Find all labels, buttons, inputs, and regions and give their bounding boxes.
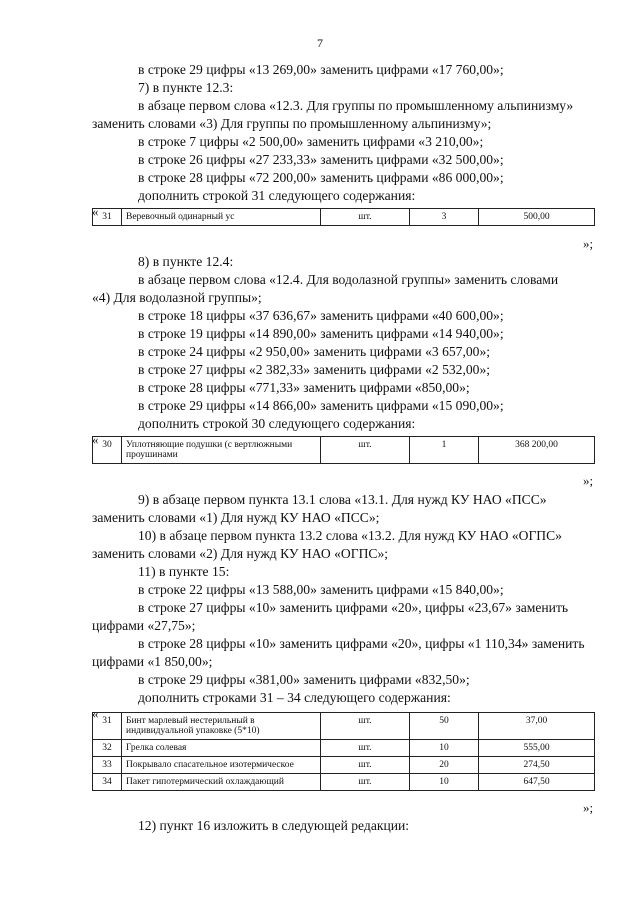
- text-line: в строке 29 цифры «381,00» заменить цифрами «832,50»;: [138, 672, 470, 687]
- text-line: в строке 24 цифры «2 950,00» заменить цифрами «3 657,00»;: [138, 344, 491, 359]
- page-number: 7: [317, 36, 323, 50]
- cell-unit: шт.: [321, 740, 410, 757]
- text-line: 10) в абзаце первом пункта 13.2 слова «13.2. Для нужд КУ НАО «ОГПС»: [138, 528, 562, 543]
- cell-number: 31: [93, 209, 122, 226]
- cell-price: 647,50: [479, 774, 595, 791]
- text-line: цифрами «27,75»;: [92, 618, 196, 633]
- text-line: в строке 7 цифры «2 500,00» заменить цифрами «3 210,00»;: [138, 134, 484, 149]
- cell-unit: шт.: [321, 437, 410, 464]
- cell-name: Пакет гипотермический охлаждающий: [122, 774, 321, 791]
- quote-open: «: [92, 432, 99, 447]
- cell-unit: шт.: [321, 713, 410, 740]
- text-line: в строке 27 цифры «10» заменить цифрами «20», цифры «23,67» заменить: [138, 600, 569, 615]
- cell-name: Покрывало спасательное изотермическое: [122, 757, 321, 774]
- text-line: в строке 22 цифры «13 588,00» заменить цифрами «15 840,00»;: [138, 582, 504, 597]
- cell-name: Веревочный одинарный ус: [122, 209, 321, 226]
- text-line: 7) в пункте 12.3:: [138, 80, 234, 95]
- cell-quantity: 50: [410, 713, 479, 740]
- cell-unit: шт.: [321, 757, 410, 774]
- text-line: заменить словами «3) Для группы по промышленному альпинизму»;: [92, 116, 492, 131]
- text-line: в абзаце первом слова «12.3. Для группы по промышленному альпинизму»: [138, 98, 574, 113]
- cell-unit: шт.: [321, 209, 410, 226]
- text-line: 11) в пункте 15:: [138, 564, 230, 579]
- text-line: «4) Для водолазной группы»;: [92, 290, 262, 305]
- cell-quantity: 3: [410, 209, 479, 226]
- table-addition-31-34: [92, 712, 595, 791]
- quote-open: «: [92, 706, 99, 721]
- text-line: в строке 28 цифры «771,33» заменить цифрами «850,00»;: [138, 380, 470, 395]
- quote-close: »;: [583, 800, 594, 815]
- quote-close: »;: [583, 473, 594, 488]
- text-line: в строке 27 цифры «2 382,33» заменить цифрами «2 532,00»;: [138, 362, 491, 377]
- table-row: [93, 740, 595, 757]
- cell-number: 33: [93, 757, 122, 774]
- text-line: в строке 29 цифры «13 269,00» заменить цифрами «17 760,00»;: [138, 62, 504, 77]
- cell-price: 555,00: [479, 740, 595, 757]
- cell-price: 368 200,00: [479, 437, 595, 464]
- table-row: [93, 437, 595, 464]
- cell-number: 30: [93, 437, 122, 464]
- table-addition-31: [92, 208, 595, 226]
- cell-number: 32: [93, 740, 122, 757]
- text-line: 8) в пункте 12.4:: [138, 254, 234, 269]
- table-row: [93, 713, 595, 740]
- table-row: [93, 774, 595, 791]
- quote-close: »;: [583, 236, 594, 251]
- quote-open: «: [92, 204, 99, 219]
- cell-number: 34: [93, 774, 122, 791]
- cell-name: Уплотняющие подушки (с вертлюжными проушинами: [122, 437, 321, 464]
- table-row: [93, 209, 595, 226]
- text-line: в строке 19 цифры «14 890,00» заменить цифрами «14 940,00»;: [138, 326, 504, 341]
- text-line: заменить словами «1) Для нужд КУ НАО «ПСС»;: [92, 510, 380, 525]
- cell-price: 500,00: [479, 209, 595, 226]
- text-line: в абзаце первом слова «12.4. Для водолазной группы» заменить словами: [138, 272, 559, 287]
- cell-name: Грелка солевая: [122, 740, 321, 757]
- text-line: в строке 29 цифры «14 866,00» заменить цифрами «15 090,00»;: [138, 398, 504, 413]
- text-line: в строке 28 цифры «10» заменить цифрами «20», цифры «1 110,34» заменить: [138, 636, 585, 651]
- text-line: в строке 18 цифры «37 636,67» заменить цифрами «40 600,00»;: [138, 308, 504, 323]
- cell-quantity: 10: [410, 740, 479, 757]
- cell-number: 31: [93, 713, 122, 740]
- cell-quantity: 10: [410, 774, 479, 791]
- cell-quantity: 1: [410, 437, 479, 464]
- text-line: 9) в абзаце первом пункта 13.1 слова «13.1. Для нужд КУ НАО «ПСС»: [138, 492, 547, 507]
- text-line: дополнить строкой 30 следующего содержания:: [138, 416, 416, 431]
- table-addition-30: [92, 436, 595, 464]
- text-line: дополнить строками 31 – 34 следующего содержания:: [138, 690, 451, 705]
- cell-price: 37,00: [479, 713, 595, 740]
- text-line: в строке 26 цифры «27 233,33» заменить цифрами «32 500,00»;: [138, 152, 504, 167]
- cell-price: 274,50: [479, 757, 595, 774]
- text-line: 12) пункт 16 изложить в следующей редакции:: [138, 818, 410, 833]
- text-line: заменить словами «2) Для нужд КУ НАО «ОГПС»;: [92, 546, 389, 561]
- table-row: [93, 757, 595, 774]
- text-line: в строке 28 цифры «72 200,00» заменить цифрами «86 000,00»;: [138, 170, 504, 185]
- cell-unit: шт.: [321, 774, 410, 791]
- text-line: цифрами «1 850,00»;: [92, 654, 213, 669]
- text-line: дополнить строкой 31 следующего содержания:: [138, 188, 416, 203]
- cell-quantity: 20: [410, 757, 479, 774]
- cell-name: Бинт марлевый нестерильный в индивидуальной упаковке (5*10): [122, 713, 321, 740]
